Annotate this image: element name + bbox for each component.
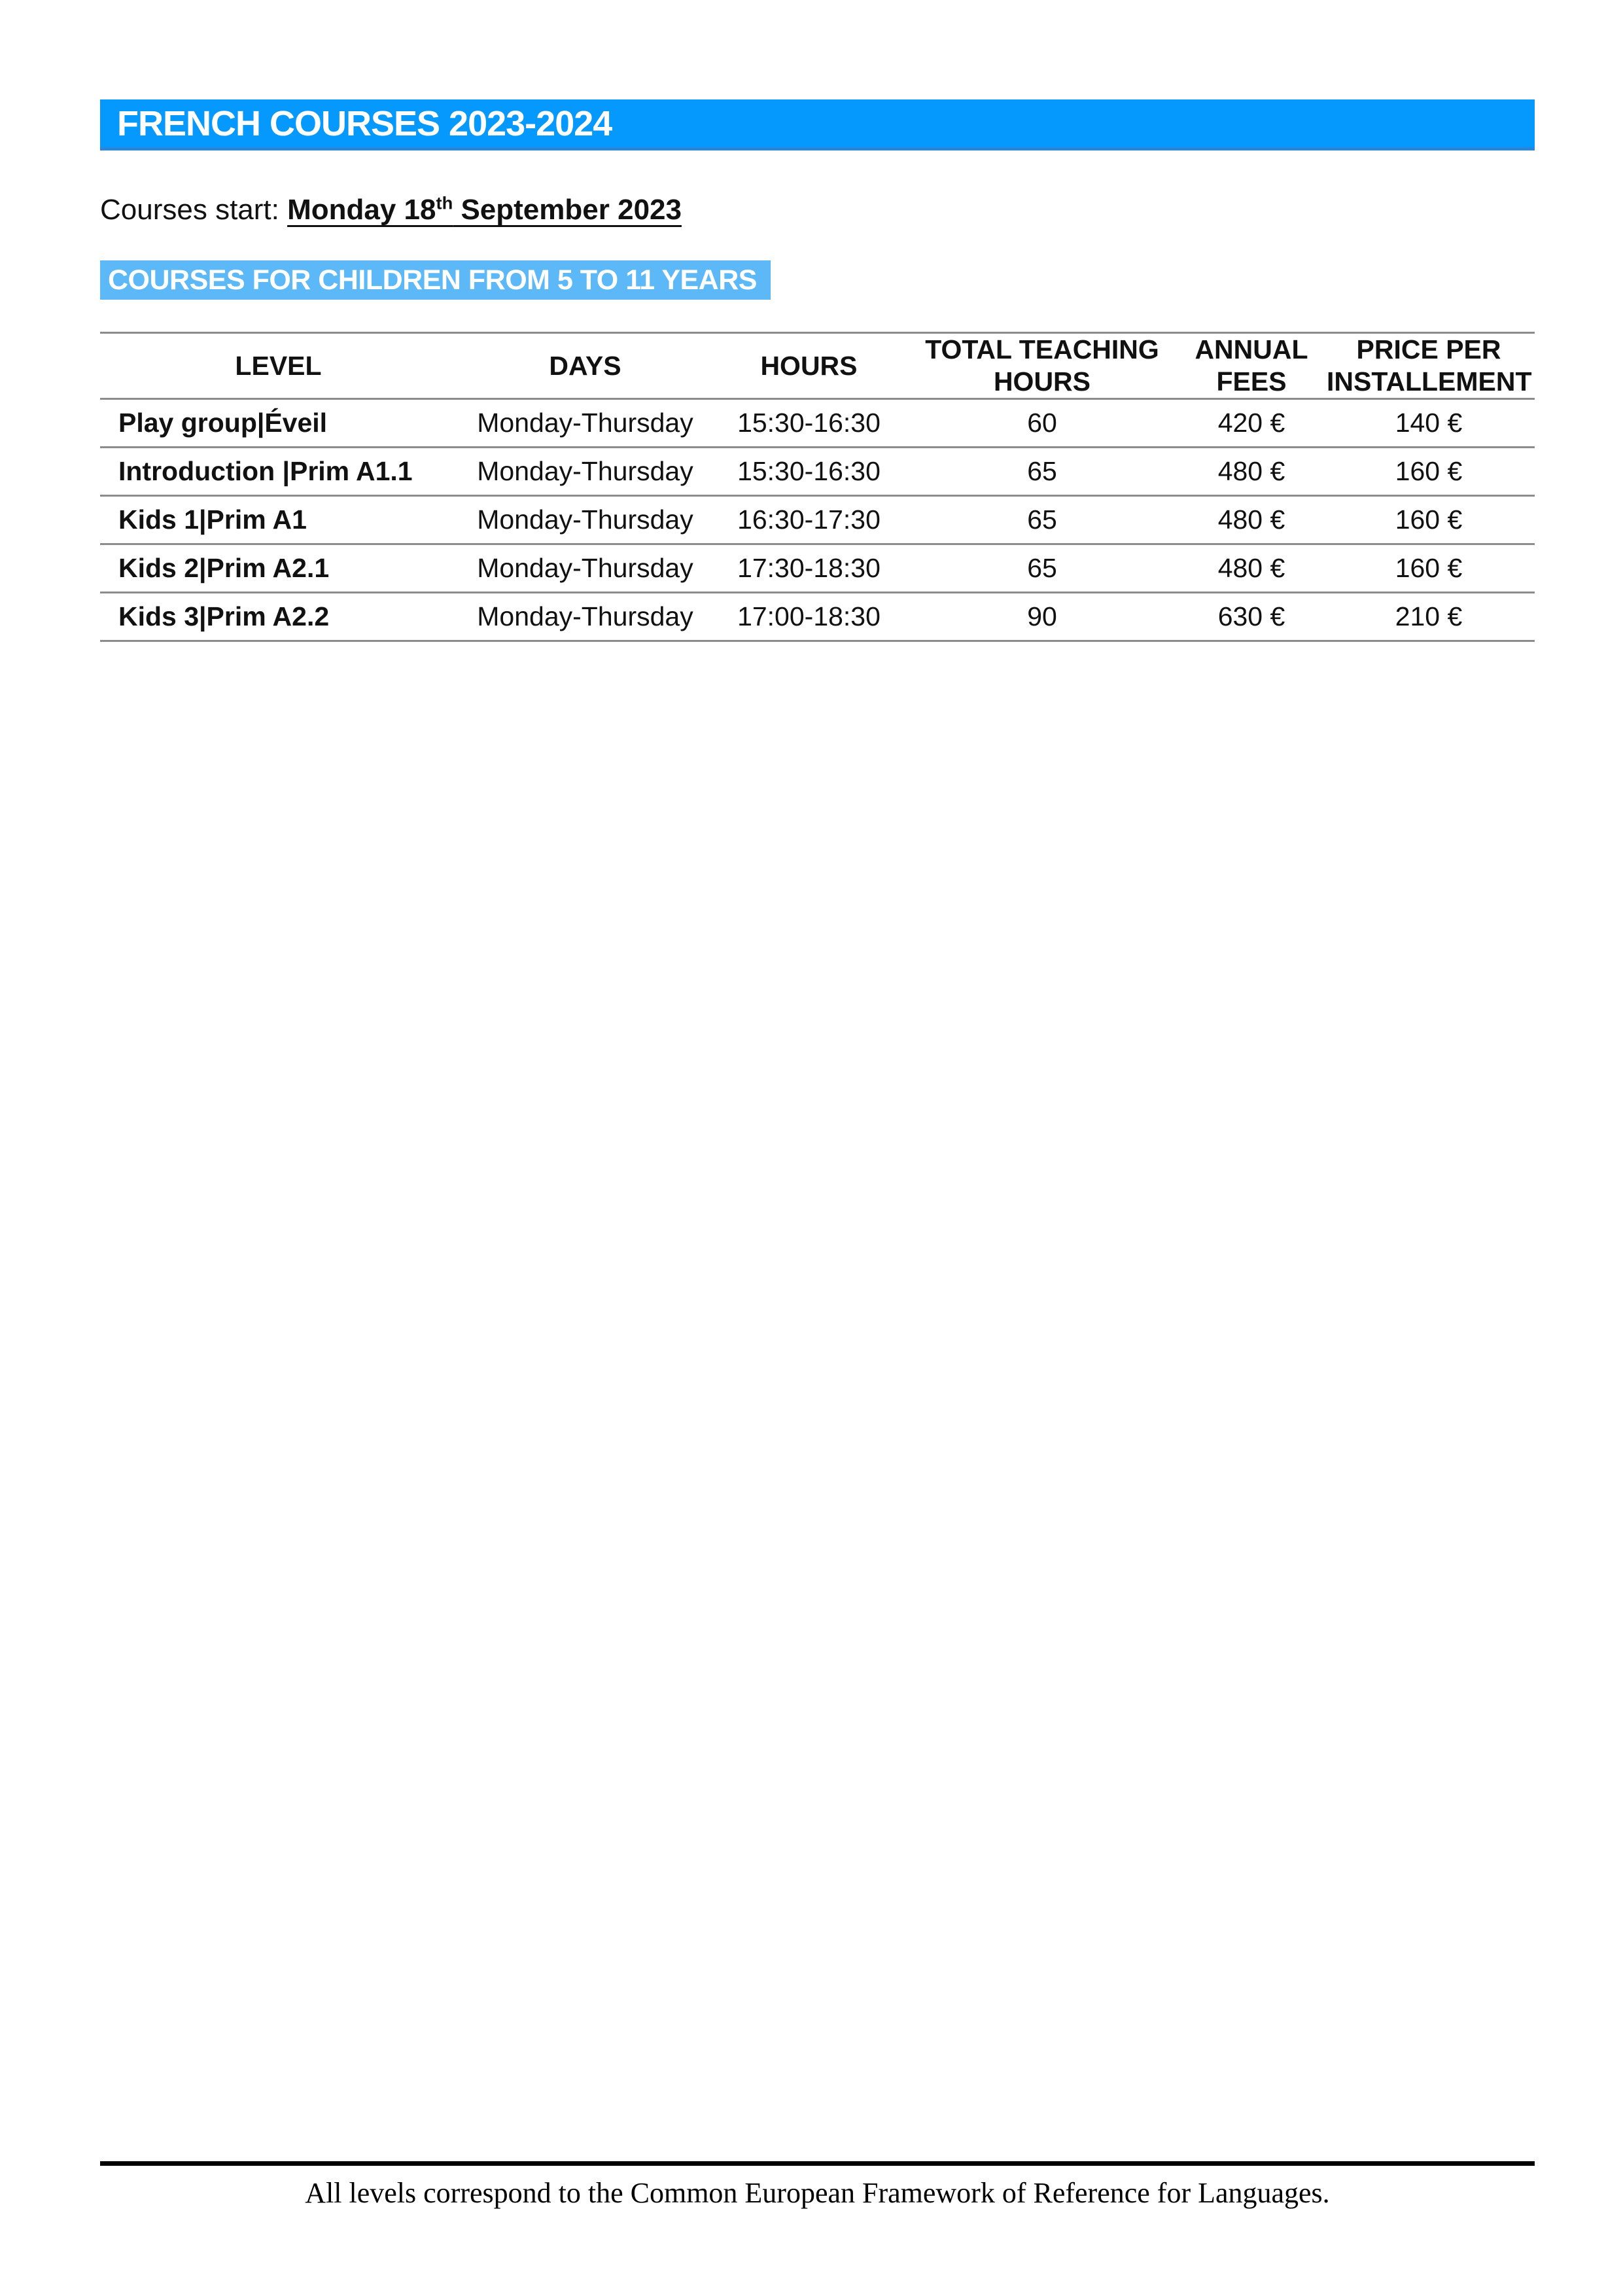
cell-total-teaching-hours: 90 [1027, 601, 1057, 632]
cell-price-per-installement: 160 € [1395, 456, 1463, 487]
cell-level: Play group|Éveil [118, 408, 328, 438]
cell-annual-fees: 420 € [1217, 408, 1285, 438]
cell-hours: 16:30-17:30 [737, 504, 881, 535]
column-header-total-teaching-hours: TOTAL TEACHING HOURS [925, 334, 1159, 397]
column-header-annual-fees: ANNUAL FEES [1195, 334, 1308, 397]
cell-annual-fees: 630 € [1217, 601, 1285, 632]
page-content [100, 0, 1535, 642]
courses-start-label: Courses start: [100, 194, 288, 226]
table-row [100, 593, 1535, 641]
cell-hours: 17:00-18:30 [737, 601, 881, 632]
cell-total-teaching-hours: 60 [1027, 408, 1057, 438]
cell-days: Monday-Thursday [477, 553, 693, 584]
cell-price-per-installement: 160 € [1395, 504, 1463, 535]
header-row [100, 333, 1535, 399]
courses-start-date-month-year: September 2023 [453, 194, 682, 226]
courses-table-body [100, 399, 1535, 641]
cell-total-teaching-hours: 65 [1027, 504, 1057, 535]
cell-days: Monday-Thursday [477, 408, 693, 438]
courses-start-date [287, 194, 682, 226]
cell-price-per-installement: 160 € [1395, 553, 1463, 584]
cell-level: Kids 2|Prim A2.1 [118, 553, 330, 584]
column-header-level: LEVEL [235, 350, 322, 381]
column-header-days: DAYS [549, 350, 621, 381]
cell-level: Kids 3|Prim A2.2 [118, 601, 330, 632]
cell-days: Monday-Thursday [477, 456, 693, 487]
column-header-price-per-installement: PRICE PER INSTALLEMENT [1327, 334, 1532, 397]
cell-level: Kids 1|Prim A1 [118, 504, 307, 535]
cell-hours: 15:30-16:30 [737, 408, 881, 438]
footer-rule [100, 2161, 1535, 2166]
section-header-band [100, 260, 771, 300]
cell-annual-fees: 480 € [1217, 553, 1285, 584]
cell-days: Monday-Thursday [477, 504, 693, 535]
courses-start-date-day: Monday 18 [287, 194, 436, 226]
cell-hours: 17:30-18:30 [737, 553, 881, 584]
table-row [100, 544, 1535, 593]
title-banner [100, 99, 1535, 150]
courses-start-date-ordinal: th [436, 192, 453, 213]
cell-annual-fees: 480 € [1217, 504, 1285, 535]
cell-hours: 15:30-16:30 [737, 456, 881, 487]
cell-days: Monday-Thursday [477, 601, 693, 632]
cell-price-per-installement: 140 € [1395, 408, 1463, 438]
footer-note: All levels correspond to the Common European Framework of Reference for Languages. [305, 2177, 1330, 2209]
cell-level: Introduction |Prim A1.1 [118, 456, 413, 487]
courses-table-header [100, 333, 1535, 399]
courses-table [100, 332, 1535, 642]
courses-start-line [100, 192, 1535, 228]
section-header-text: COURSES FOR CHILDREN FROM 5 TO 11 YEARS [108, 264, 757, 296]
table-row [100, 399, 1535, 448]
cell-total-teaching-hours: 65 [1027, 553, 1057, 584]
table-row [100, 448, 1535, 496]
column-header-hours: HOURS [760, 350, 858, 381]
cell-annual-fees: 480 € [1217, 456, 1285, 487]
page-title: FRENCH COURSES 2023-2024 [117, 103, 612, 143]
table-row [100, 496, 1535, 544]
page-footer [100, 2161, 1535, 2210]
cell-price-per-installement: 210 € [1395, 601, 1463, 632]
cell-total-teaching-hours: 65 [1027, 456, 1057, 487]
